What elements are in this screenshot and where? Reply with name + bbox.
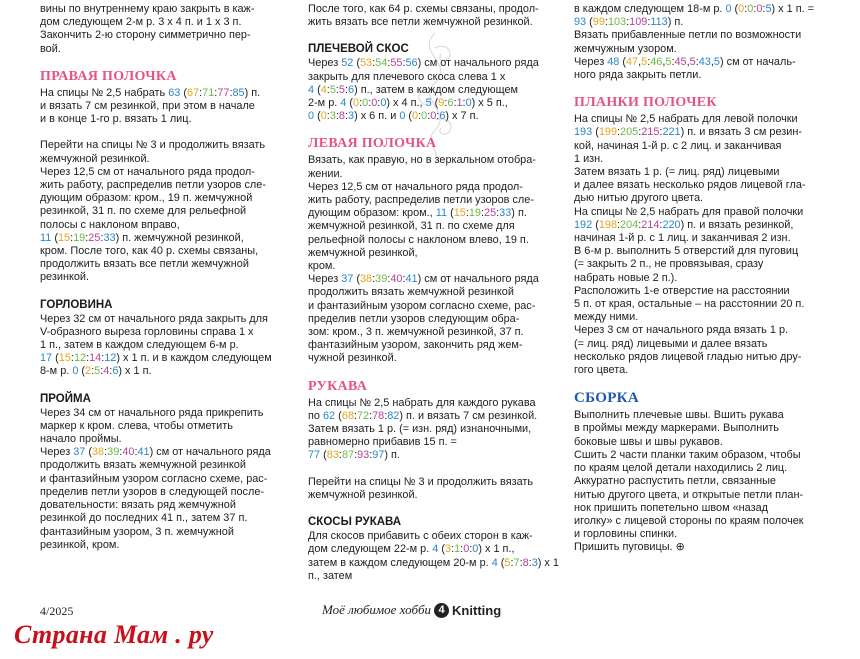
size-value: 4 (340, 97, 347, 110)
size-value: 37 (341, 273, 354, 286)
size-value: 0 (430, 110, 437, 123)
size-value: 215 (641, 126, 660, 139)
size-value: 33 (103, 231, 116, 244)
size-value: 3 (329, 110, 336, 123)
page-number: 4/2025 (40, 604, 74, 618)
size-value: 25 (88, 231, 101, 244)
size-value: 0 (72, 365, 79, 378)
section-heading: СБОРКА (574, 390, 639, 407)
size-value: 5 (425, 97, 432, 110)
size-value: 41 (137, 446, 150, 459)
size-value: 0 (738, 3, 745, 15)
size-value: 72 (356, 409, 370, 422)
magazine-number-badge: 4 (434, 603, 449, 618)
size-value: 0 (421, 110, 428, 123)
size-value: 33 (499, 207, 512, 220)
size-value: 93 (357, 449, 370, 462)
size-value: 38 (360, 273, 373, 286)
size-value: 0 (412, 110, 419, 123)
size-value: 0 (399, 110, 406, 123)
size-value: 46 (650, 55, 663, 68)
size-value: 14 (89, 352, 102, 365)
size-value: 113 (650, 16, 668, 29)
size-value: 5 (329, 83, 336, 96)
size-value: 5 (641, 55, 648, 68)
text-column-middle (308, 3, 562, 596)
size-value: 4 (320, 83, 327, 96)
size-value: 8 (338, 110, 345, 123)
size-value: 19 (73, 231, 86, 244)
size-value: 11 (435, 207, 448, 220)
section-heading: ПЛАНКИ ПОЛОЧЕК (574, 95, 717, 111)
size-value: 82 (387, 409, 400, 422)
size-value: 43 (698, 55, 711, 68)
size-value: 54 (375, 57, 388, 70)
magazine-title (322, 602, 501, 618)
section-heading: ЛЕВАЯ ПОЛОЧКА (308, 136, 437, 152)
size-value: 15 (453, 207, 466, 220)
size-value: 8 (522, 556, 529, 569)
paragraph: Вязать, как правую, но в зеркальном отобра- жении. Через 12,5 см от начального ряда продол- жить работу, распределив петли узоров сле- дующим образом: кром., 11 (15:19:25:33) п. жемчужной резинкой, 31 п. по схеме для рельефной полосы с наклоном влево, 19 п. жемчужной резинкой, кром. Через 37 (38:39:40:41) см от начального ряда продолжить вязать жемчужной резинкой и фантазийным узором согласно схеме, рас- пределив петли узоров следующим обра- зом: кром., 3 п. жемчужной резинкой, 37 п. фантазийным узором, закончить ряд жем- чужной резинкой. (308, 154, 539, 365)
size-value: 71 (202, 86, 215, 99)
size-value: 39 (107, 446, 120, 459)
size-value: 5 (665, 55, 672, 68)
size-value: 0 (463, 543, 470, 556)
magazine-title-prefix: Моё любимое хобби (322, 602, 432, 617)
paragraph: На спицы № 2,5 набрать для левой полочки 193 (199:205:215:221) п. и вязать 3 см резин- кой, начиная 1-й р. с 2 лиц. и заканчивая 1 изн. Затем вязать 1 р. (= лиц. ряд) лицевыми и далее вязать несколько рядов лицевой гла- дью нитью другого цвета. На спицы № 2,5 набрать для правой полочки 192 (198:204:214:220) п. и вязать резинкой, начиная 1-й р. с 1 лиц. и заканчивая 2 изн. В 6-м р. выполнить 5 отверстий для пуговиц (= закрыть 2 п., не провязывая, сразу набрать новые 2 п.). Расположить 1-е отверстие на расстоянии 5 п. от края, остальные – на расстоянии 20 п. между ними. Через 3 см от начального ряда вязать 1 р. (= лиц. ряд) лицевыми и далее вязать несколько рядов лицевой гладью нитью дру- гого цвета. (574, 113, 806, 377)
size-value: 5 (713, 55, 720, 68)
size-value: 220 (662, 218, 681, 231)
paragraph: Перейти на спицы № 3 и продолжить вязать жемчужной резинкой. Через 12,5 см от начального ряда продол- жить работу, распределив петли узоров сле- дующим образом: кром., 19 п. жемчужной резинкой, 31 п. по схеме для рельефной полосы с наклоном вправо, 11 (15:19:25:33) п. жемчужной резинкой, кром. После того, как 40 р. схемы связаны, продолжить вязать все петли жемчужной резинкой. (40, 139, 266, 284)
size-value: 0 (756, 3, 763, 15)
paragraph: вины по внутреннему краю закрыть в каж- дом следующем 2-м р. 3 х 4 п. и 1 х 3 п. Закончить 2-ю сторону симметрично пер- вой. (40, 3, 255, 55)
size-value: 1 (454, 543, 461, 556)
size-value: 67 (187, 86, 200, 99)
size-value: 0 (472, 543, 479, 556)
paragraph: Перейти на спицы № 3 и продолжить вязать жемчужной резинкой. (308, 475, 534, 501)
size-value: 0 (725, 3, 732, 15)
text-column-right (574, 3, 836, 568)
size-value: 7 (513, 556, 520, 569)
size-value: 38 (92, 446, 105, 459)
size-value: 40 (390, 273, 403, 286)
size-value: 0 (353, 97, 360, 110)
site-watermark: Страна Мам . ру (14, 620, 214, 649)
size-value: 193 (574, 126, 593, 139)
size-value: 62 (322, 409, 336, 422)
size-value: 17 (40, 352, 53, 365)
size-value: 6 (348, 83, 355, 96)
paragraph: На спицы № 2,5 набрать 63 (67:71:77:85) п. и вязать 7 см резинкой, при этом в начале и в конце 1-го р. вязать 1 лиц. (40, 86, 261, 126)
size-value: 25 (484, 207, 497, 220)
section-heading: ПЛЕЧЕВОЙ СКОС (308, 43, 409, 56)
size-value: 5 (94, 365, 101, 378)
size-value: 85 (232, 86, 245, 99)
size-value: 48 (607, 55, 620, 68)
size-value: 12 (104, 352, 117, 365)
size-value: 3 (531, 556, 538, 569)
size-value: 0 (465, 97, 472, 110)
paragraph: Через 32 см от начального ряда закрыть для V-образного выреза горловины справа 1 х 1 п., затем в каждом следующем 6-м р. 17 (15:12:14:12) х 1 п. и в каждом следующем 8-м р. 0 (2:5:4:6) х 1 п. (40, 312, 272, 378)
section-heading: РУКАВА (308, 378, 368, 394)
size-value: 77 (217, 86, 230, 99)
size-value: 4 (432, 543, 439, 556)
size-value: 6 (439, 110, 446, 123)
size-value: 4 (103, 365, 110, 378)
size-value: 214 (641, 218, 660, 231)
size-value: 12 (73, 352, 87, 365)
size-value: 55 (390, 57, 403, 70)
size-value: 19 (468, 207, 481, 220)
text-column-left (40, 3, 292, 565)
size-value: 68 (341, 409, 354, 422)
paragraph: На спицы № 2,5 набрать для каждого рукава по 62 (68:72:78:82) п. и вязать 7 см резинкой. Затем вязать 1 р. (= изн. ряд) изнаночными, равномерно прибавив 15 п. = 77 (83:87:93:97) п. (308, 396, 538, 462)
size-value: 39 (375, 273, 388, 286)
paragraph: Для скосов прибавить с обеих сторон в каж- дом следующем 22-м р. 4 (3:1:0:0) х 1 п., затем в каждом следующем 20-м р. 4 (5:7:8:3) х 1 п., затем (308, 530, 559, 582)
size-value: 37 (73, 446, 86, 459)
size-value: 6 (447, 97, 454, 110)
size-value: 41 (405, 273, 418, 286)
size-value: 6 (112, 365, 119, 378)
size-value: 3 (445, 543, 452, 556)
size-value: 205 (620, 126, 639, 139)
size-value: 0 (380, 97, 387, 110)
size-value: 56 (405, 57, 418, 70)
size-value: 198 (598, 218, 617, 231)
section-heading: СКОСЫ РУКАВА (308, 516, 402, 529)
size-value: 52 (341, 57, 354, 70)
size-value: 45 (674, 55, 687, 68)
size-value: 5 (504, 556, 511, 569)
size-value: 83 (326, 449, 339, 462)
size-value: 0 (320, 110, 327, 123)
size-value: 0 (747, 3, 754, 15)
size-value: 15 (58, 352, 71, 365)
size-value: 221 (662, 126, 681, 139)
section-heading: ПРОЙМА (40, 392, 91, 405)
size-value: 63 (168, 86, 181, 99)
size-value: 204 (620, 218, 639, 231)
section-heading: ГОРЛОВИНА (40, 298, 113, 311)
size-value: 199 (598, 126, 617, 139)
size-value: 3 (348, 110, 355, 123)
end-mark-icon: ⊕ (675, 541, 685, 554)
size-value: 9 (438, 97, 445, 110)
size-value: 5 (689, 55, 696, 68)
magazine-title-suffix: Knitting (452, 602, 502, 618)
paragraph: в каждом следующем 18-м р. 0 (0:0:0:5) х 1 п. = 93 (99:103:109:113) п. Вязать прибавленные петли по возможности жемчужным узором. Через 48 (47,5:46,5:45,5:43,5) см от началь- ного ряда закрыть петли. (574, 3, 815, 82)
size-value: 93 (574, 16, 587, 29)
paragraph: Через 34 см от начального ряда прикрепить маркер к кром. слева, чтобы отметить начало проймы. Через 37 (38:39:40:41) см от начального ряда продолжить вязать жемчужной резинкой и фантазийным узором согласно схеме, рас- пределив петли узоров в следующей после- довательности: вязать ряд жемчужной резинкой до последних 41 п., затем 37 п. фантазийным узором, 3 п. жемчужной резинкой, кром. (40, 406, 271, 551)
paragraph: После того, как 64 р. схемы связаны, продол- жить вязать все петли жемчужной резинкой. (308, 3, 539, 29)
size-value: 1 (456, 97, 463, 110)
size-value: 99 (592, 16, 605, 29)
size-value: 4 (491, 556, 498, 569)
size-value: 0 (371, 97, 378, 110)
size-value: 0 (308, 110, 315, 123)
size-value: 109 (629, 16, 648, 29)
size-value: 97 (372, 449, 385, 462)
size-value: 87 (341, 449, 355, 462)
size-value: 11 (40, 231, 52, 244)
size-value: 5 (338, 83, 345, 96)
size-value: 2 (85, 365, 92, 378)
paragraph: Выполнить плечевые швы. Вшить рукава в проймы между маркерами. Выполнить боковые швы и швы рукавов. Сшить 2 части планки таким образом, чтобы по краям целой детали находились 2 лиц. Аккуратно распустить петли, связанные нитью другого цвета, и открытые петли план- нок пришить попетельно швом «назад иголку» с лицевой стороны по краям полочек и горловины спинки. Пришить пуговицы. ⊕ (574, 409, 804, 554)
size-value: 0 (362, 97, 369, 110)
size-value: 40 (122, 446, 135, 459)
section-heading: ПРАВАЯ ПОЛОЧКА (40, 68, 177, 84)
size-value: 15 (57, 231, 71, 244)
size-value: 4 (308, 83, 315, 96)
size-value: 192 (574, 218, 593, 231)
size-value: 5 (765, 3, 772, 15)
size-value: 53 (360, 57, 373, 70)
size-value: 47 (626, 55, 639, 68)
size-value: 77 (308, 449, 321, 462)
size-value: 78 (372, 409, 385, 422)
paragraph: Через 52 (53:54:55:56) см от начального ряда закрыть для плечевого скоса слева 1 х 4 (4:5:5:6) п., затем в каждом следующем 2-м р. 4 (0:0:0:0) х 4 п., 5 (9:6:1:0) х 5 п., 0 (0:3:8:3) х 6 п. и 0 (0:0:0:6) х 7 п. (308, 57, 539, 123)
size-value: 103 (607, 16, 627, 29)
